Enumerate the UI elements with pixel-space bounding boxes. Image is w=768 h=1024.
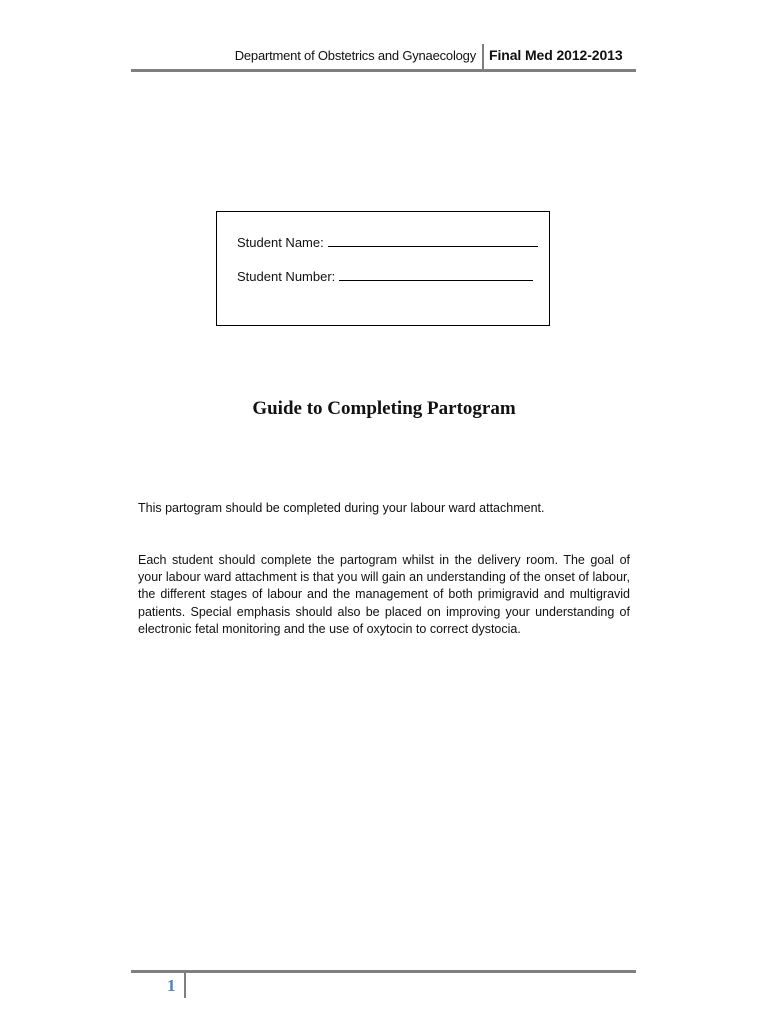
- student-name-label: Student Name:: [237, 235, 324, 250]
- department-name: Department of Obstetrics and Gynaecology: [234, 48, 476, 63]
- student-name-row: [237, 235, 538, 250]
- footer-rule: [131, 970, 636, 973]
- footer-separator: [184, 972, 186, 998]
- course-title: Final Med 2012-2013: [489, 47, 623, 63]
- student-number-label: Student Number:: [237, 269, 336, 284]
- document-title: Guide to Completing Partogram: [252, 398, 516, 419]
- student-number-row: [237, 269, 533, 284]
- student-number-field[interactable]: [339, 270, 533, 281]
- page-footer: [131, 968, 636, 1008]
- body-paragraph: Each student should complete the partogram whilst in the delivery room. The goal of your labour ward attachment is that you will gain an understanding of the onset of labour, the different stages of labour and the management of both primigravid and multigravid patients. Special emphasis should also be placed on improving your understanding of electronic fetal monitoring and the use of oxytocin to correct dystocia.: [138, 553, 630, 636]
- page-header: [131, 42, 636, 72]
- page-number: 1: [167, 976, 176, 995]
- header-separator: [482, 44, 484, 70]
- header-rule: [131, 69, 636, 72]
- student-info-box: [216, 211, 550, 326]
- intro-paragraph: This partogram should be completed during your labour ward attachment.: [138, 501, 545, 515]
- student-name-field[interactable]: [328, 236, 538, 247]
